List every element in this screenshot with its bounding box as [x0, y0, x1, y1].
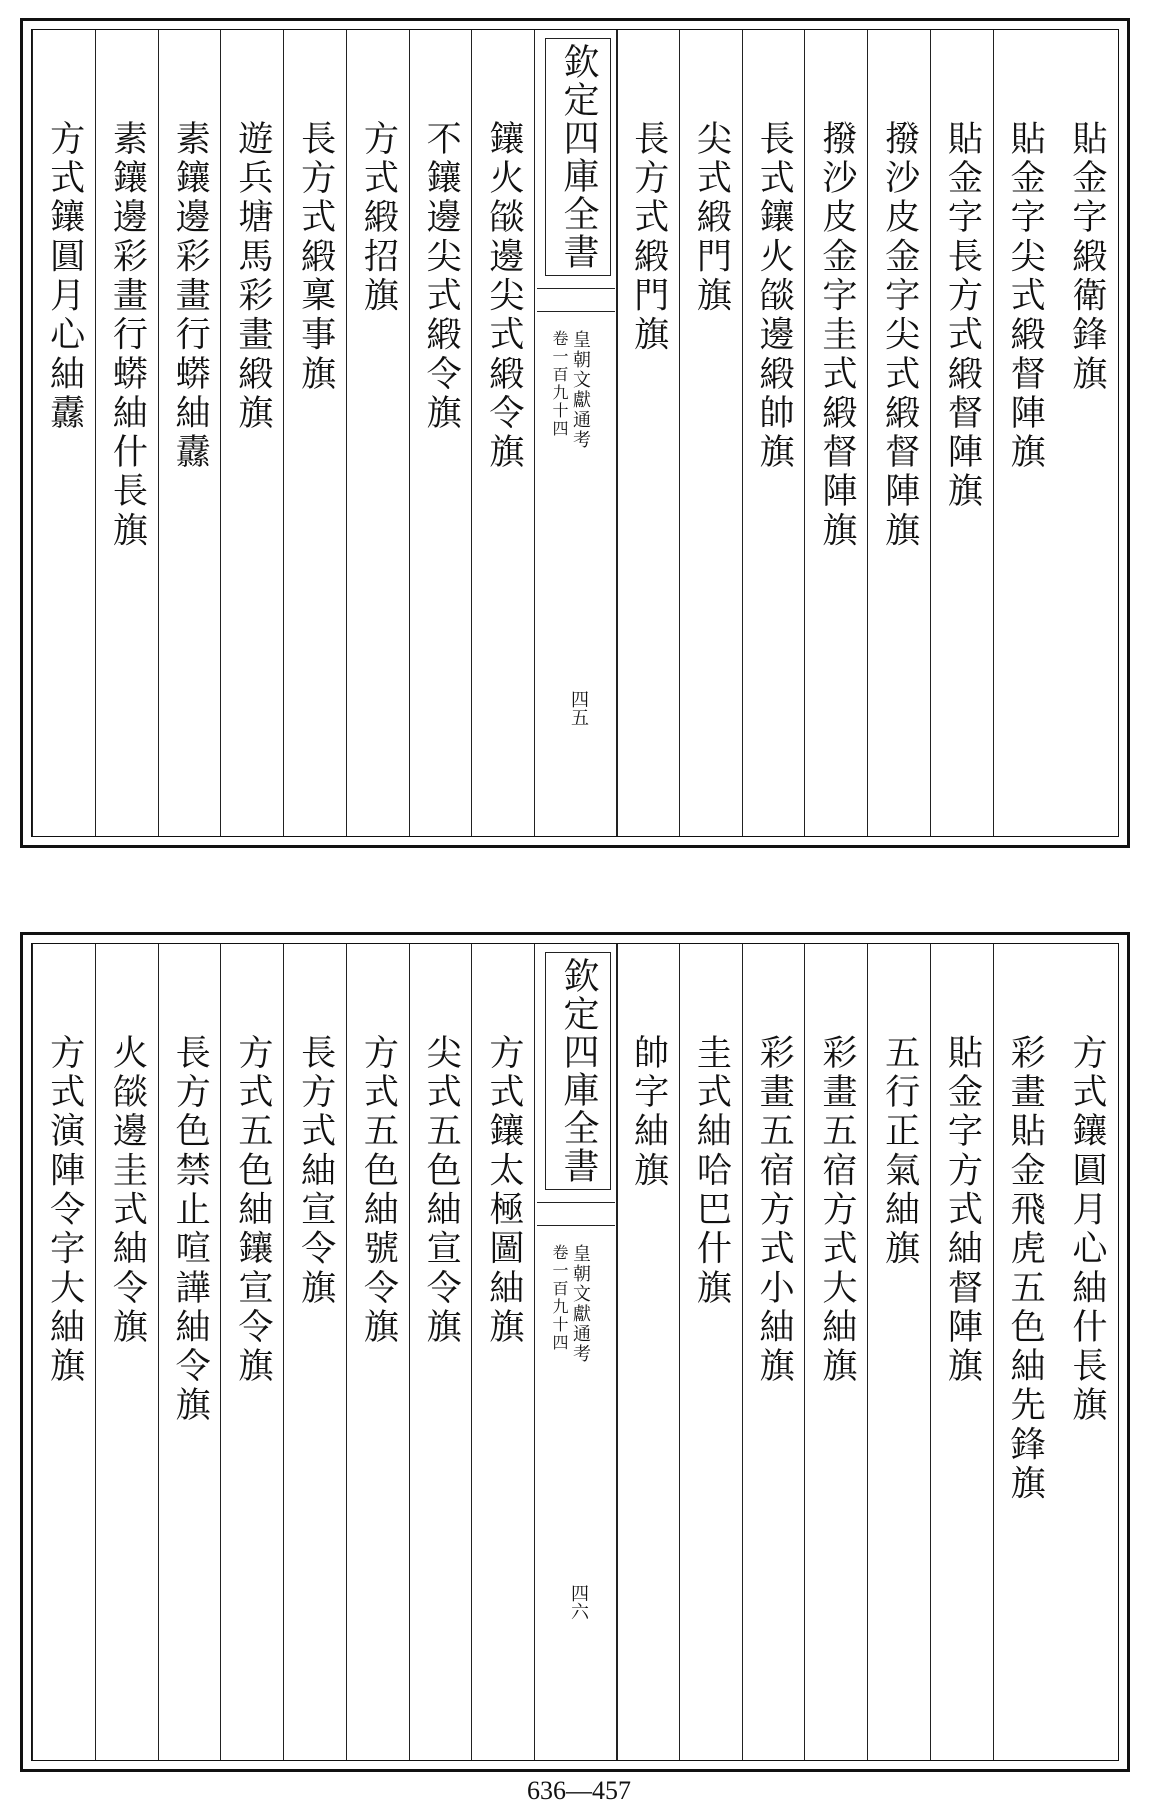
bottom-column-text: 帥字紬旗	[628, 1034, 670, 1191]
top-column-text: 長方式緞門旗	[628, 120, 670, 355]
top-column-11	[346, 30, 410, 836]
top-column-text: 貼金字長方式緞督陣旗	[942, 120, 984, 512]
bottom-volume: 卷一百九十四	[550, 1244, 569, 1352]
top-column-4	[867, 30, 931, 836]
bottom-column-7	[679, 944, 743, 1760]
top-folio: 四五	[568, 690, 589, 726]
bottom-page-frame	[31, 943, 1119, 1761]
top-column-2	[993, 30, 1057, 836]
top-column-12	[283, 30, 347, 836]
bottom-column-4	[867, 944, 931, 1760]
bottom-page	[20, 932, 1130, 1772]
top-column-7	[679, 30, 743, 836]
fish-tail-ornament	[537, 288, 615, 312]
bottom-column-text: 長方式紬宣令旗	[295, 1034, 337, 1308]
top-page-frame	[31, 29, 1119, 837]
bottom-column-text: 圭式紬哈巴什旗	[691, 1034, 733, 1308]
top-column-10	[409, 30, 473, 836]
top-column-text: 長方式緞稟事旗	[295, 120, 337, 394]
bottom-column-15	[95, 944, 159, 1760]
top-column-13	[220, 30, 284, 836]
bottom-column-text: 彩畫五宿方式小紬旗	[754, 1034, 796, 1387]
bottom-sub-title: 皇朝文獻通考	[570, 1244, 591, 1364]
top-page	[20, 18, 1130, 848]
top-column-text: 不鑲邊尖式緞令旗	[421, 120, 463, 434]
bottom-column-2	[993, 944, 1057, 1760]
bottom-column-8	[616, 944, 680, 1760]
bottom-column-1	[1055, 944, 1118, 1760]
top-column-text: 長式鑲火燄邊緞帥旗	[754, 120, 796, 473]
bottom-column-3	[930, 944, 994, 1760]
top-column-text: 素鑲邊彩畫行蟒紬什長旗	[107, 120, 149, 551]
bottom-column-text: 火燄邊圭式紬令旗	[107, 1034, 149, 1348]
bottom-column-text: 方式鑲太極圖紬旗	[484, 1034, 525, 1348]
top-column-14	[158, 30, 222, 836]
bottom-column-text: 方式鑲圓月心紬什長旗	[1067, 1034, 1108, 1426]
top-sub-title: 皇朝文獻通考	[570, 330, 591, 450]
top-column-15	[95, 30, 159, 836]
bottom-column-10	[409, 944, 473, 1760]
top-column-text: 貼金字尖式緞督陣旗	[1005, 120, 1047, 473]
bottom-column-text: 長方色禁止喧譁紬令旗	[170, 1034, 212, 1426]
top-column-text: 遊兵塘馬彩畫緞旗	[233, 120, 274, 434]
bottom-column-text: 尖式五色紬宣令旗	[421, 1034, 463, 1348]
top-column-3	[930, 30, 994, 836]
bottom-column-text: 貼金字方式紬督陣旗	[942, 1034, 984, 1387]
top-center-block	[534, 30, 618, 836]
top-column-text: 尖式緞門旗	[691, 120, 733, 316]
top-column-text: 方式緞招旗	[358, 120, 400, 316]
fish-tail-ornament	[537, 1202, 615, 1226]
bottom-column-5	[804, 944, 868, 1760]
top-column-text: 鑲火燄邊尖式緞令旗	[484, 120, 525, 473]
bottom-column-11	[346, 944, 410, 1760]
top-column-text: 撥沙皮金字圭式緞督陣旗	[817, 120, 858, 551]
bottom-column-text: 彩畫貼金飛虎五色紬先鋒旗	[1005, 1034, 1047, 1504]
top-column-1	[1055, 30, 1118, 836]
page-number-footer: 636—457	[527, 1776, 631, 1805]
bottom-column-text: 方式五色紬鑲宣令旗	[233, 1034, 274, 1387]
bottom-column-text: 彩畫五宿方式大紬旗	[817, 1034, 858, 1387]
top-volume: 卷一百九十四	[550, 330, 569, 438]
top-column-text: 方式鑲圓月心紬纛	[44, 120, 86, 434]
top-column-16	[32, 30, 96, 836]
bottom-column-9	[471, 944, 535, 1760]
bottom-column-14	[158, 944, 222, 1760]
bottom-center-block	[534, 944, 618, 1760]
bottom-column-text: 方式演陣令字大紬旗	[44, 1034, 86, 1387]
top-column-9	[471, 30, 535, 836]
bottom-column-12	[283, 944, 347, 1760]
top-column-text: 貼金字緞衛鋒旗	[1067, 120, 1108, 394]
bottom-column-text: 五行正氣紬旗	[879, 1034, 921, 1269]
top-column-text: 撥沙皮金字尖式緞督陣旗	[879, 120, 921, 551]
top-column-5	[804, 30, 868, 836]
bottom-column-6	[742, 944, 806, 1760]
top-book-title: 欽定四庫全書	[545, 38, 611, 276]
bottom-column-13	[220, 944, 284, 1760]
bottom-folio: 四六	[568, 1584, 589, 1620]
bottom-book-title: 欽定四庫全書	[545, 952, 611, 1190]
top-column-6	[742, 30, 806, 836]
top-column-8	[616, 30, 680, 836]
bottom-column-16	[32, 944, 96, 1760]
bottom-column-text: 方式五色紬號令旗	[358, 1034, 400, 1348]
top-column-text: 素鑲邊彩畫行蟒紬纛	[170, 120, 212, 473]
